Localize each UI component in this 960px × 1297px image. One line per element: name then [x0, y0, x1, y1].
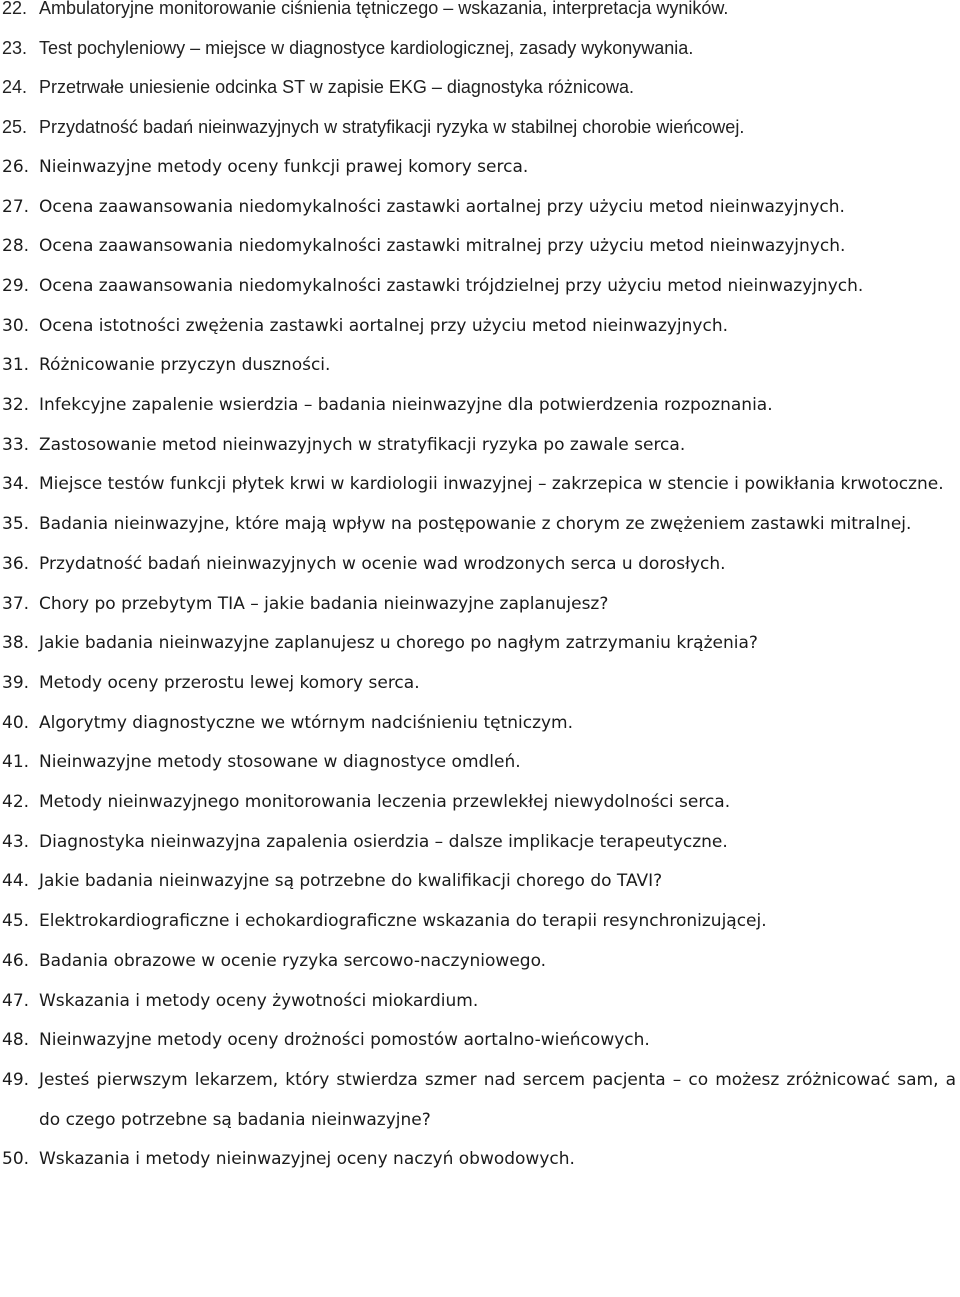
item-number: 38.: [2, 633, 30, 654]
list-item: [0, 823, 960, 863]
item-text: Ambulatoryjne monitorowanie ciśnienia tętniczego – wskazania, interpretacja wyników.: [39, 0, 729, 18]
list-item: [0, 585, 960, 625]
list-item: [0, 188, 960, 228]
item-text: Nieinwazyjne metody oceny drożności pomostów aortalno-wieńcowych.: [39, 1030, 650, 1051]
item-number: 30.: [2, 315, 30, 336]
item-text: Infekcyjne zapalenie wsierdzia – badania nieinwazyjne dla potwierdzenia rozpoznania.: [39, 395, 773, 416]
list-item: [0, 1061, 960, 1140]
item-number: 47.: [2, 990, 30, 1011]
item-text: Elektrokardiograficzne i echokardiograficzne wskazania do terapii resynchronizującej.: [39, 911, 767, 932]
item-text: Metody oceny przerostu lewej komory serca.: [39, 672, 420, 693]
item-number: 40.: [2, 712, 30, 733]
item-number: 31.: [2, 355, 30, 376]
item-text: Ocena zaawansowania niedomykalności zastawki aortalnej przy użyciu metod nieinwazyjnych.: [39, 196, 845, 217]
item-number: 24.: [2, 77, 28, 98]
list-item: [0, 704, 960, 744]
list-item: [0, 902, 960, 942]
item-number: 44.: [2, 871, 30, 892]
list-item: [0, 862, 960, 902]
item-number: 32.: [2, 395, 30, 416]
item-number: 42.: [2, 792, 30, 813]
item-number: 23.: [2, 37, 28, 58]
list-item: [0, 545, 960, 585]
item-number: 27.: [2, 196, 30, 217]
list-item: [0, 148, 960, 188]
item-text: Przetrwałe uniesienie odcinka ST w zapisie EKG – diagnostyka różnicowa.: [39, 77, 634, 98]
list-item: [0, 1140, 960, 1180]
item-text: Ocena zaawansowania niedomykalności zastawki trójdzielnej przy użyciu metod nieinwazyjnych.: [39, 275, 864, 296]
item-text: Nieinwazyjne metody oceny funkcji prawej komory serca.: [39, 156, 529, 177]
list-item: [0, 743, 960, 783]
item-number: 33.: [2, 434, 30, 455]
item-text: Przydatność badań nieinwazyjnych w ocenie wad wrodzonych serca u dorosłych.: [39, 553, 726, 574]
item-text: Zastosowanie metod nieinwazyjnych w stratyfikacji ryzyka po zawale serca.: [39, 434, 686, 455]
item-text: Jakie badania nieinwazyjne zaplanujesz u chorego po nagłym zatrzymaniu krążenia?: [39, 633, 758, 654]
list-item: [0, 664, 960, 704]
item-number: 48.: [2, 1030, 30, 1051]
item-text: Algorytmy diagnostyczne we wtórnym nadciśnieniu tętniczym.: [39, 712, 574, 733]
list-item: [0, 108, 960, 148]
item-text: Wskazania i metody nieinwazyjnej oceny naczyń obwodowych.: [39, 1149, 575, 1170]
item-number: 39.: [2, 672, 30, 693]
item-number: 26.: [2, 156, 30, 177]
item-number: 41.: [2, 752, 30, 773]
item-number: 36.: [2, 553, 30, 574]
item-text: Jesteś pierwszym lekarzem, który stwierdza szmer nad sercem pacjenta – co możesz zróżnicować sam, a do czego potrzebne są badania nieinwazyjne?: [39, 1069, 956, 1130]
item-number: 25.: [2, 117, 28, 138]
item-text: Ocena zaawansowania niedomykalności zastawki mitralnej przy użyciu metod nieinwazyjnych.: [39, 236, 846, 257]
item-text: Test pochyleniowy – miejsce w diagnostyce kardiologicznej, zasady wykonywania.: [39, 37, 694, 58]
item-number: 29.: [2, 275, 30, 296]
item-number: 43.: [2, 831, 30, 852]
list-item: [0, 227, 960, 267]
list-item: [0, 624, 960, 664]
item-text: Chory po przebytym TIA – jakie badania nieinwazyjne zaplanujesz?: [39, 593, 609, 614]
item-text: Metody nieinwazyjnego monitorowania leczenia przewlekłej niewydolności serca.: [39, 792, 731, 813]
item-text: Przydatność badań nieinwazyjnych w stratyfikacji ryzyka w stabilnej chorobie wieńcowej.: [39, 117, 745, 138]
item-number: 22.: [2, 0, 28, 18]
item-text: Wskazania i metody oceny żywotności miokardium.: [39, 990, 479, 1011]
list-item: [0, 1021, 960, 1061]
item-text: Ocena istotności zwężenia zastawki aortalnej przy użyciu metod nieinwazyjnych.: [39, 315, 729, 336]
item-text: Jakie badania nieinwazyjne są potrzebne do kwalifikacji chorego do TAVI?: [39, 871, 663, 892]
list-item: [0, 465, 960, 505]
list-item: [0, 386, 960, 426]
item-number: 35.: [2, 514, 30, 535]
item-text: Badania nieinwazyjne, które mają wpływ na postępowanie z chorym ze zwężeniem zastawki mitralnej.: [39, 514, 912, 535]
item-number: 34.: [2, 474, 30, 495]
item-text: Miejsce testów funkcji płytek krwi w kardiologii inwazyjnej – zakrzepica w stencie i powikłania krwotoczne.: [39, 474, 944, 495]
item-text: Nieinwazyjne metody stosowane w diagnostyce omdleń.: [39, 752, 521, 773]
item-number: 45.: [2, 911, 30, 932]
item-number: 37.: [2, 593, 30, 614]
item-number: 49.: [2, 1069, 30, 1090]
item-text: Badania obrazowe w ocenie ryzyka sercowo-naczyniowego.: [39, 950, 547, 971]
item-text: Różnicowanie przyczyn duszności.: [39, 355, 331, 376]
list-item: [0, 0, 960, 29]
list-item: [0, 426, 960, 466]
list-item: [0, 68, 960, 108]
list-item: [0, 267, 960, 307]
list-item: [0, 942, 960, 982]
list-item: [0, 783, 960, 823]
list-item: [0, 982, 960, 1022]
list-item: [0, 307, 960, 347]
list-item: [0, 505, 960, 545]
item-text: Diagnostyka nieinwazyjna zapalenia osierdzia – dalsze implikacje terapeutyczne.: [39, 831, 728, 852]
item-number: 46.: [2, 950, 30, 971]
item-number: 50.: [2, 1149, 30, 1170]
list-item: [0, 346, 960, 386]
item-number: 28.: [2, 236, 30, 257]
list-item: [0, 29, 960, 69]
